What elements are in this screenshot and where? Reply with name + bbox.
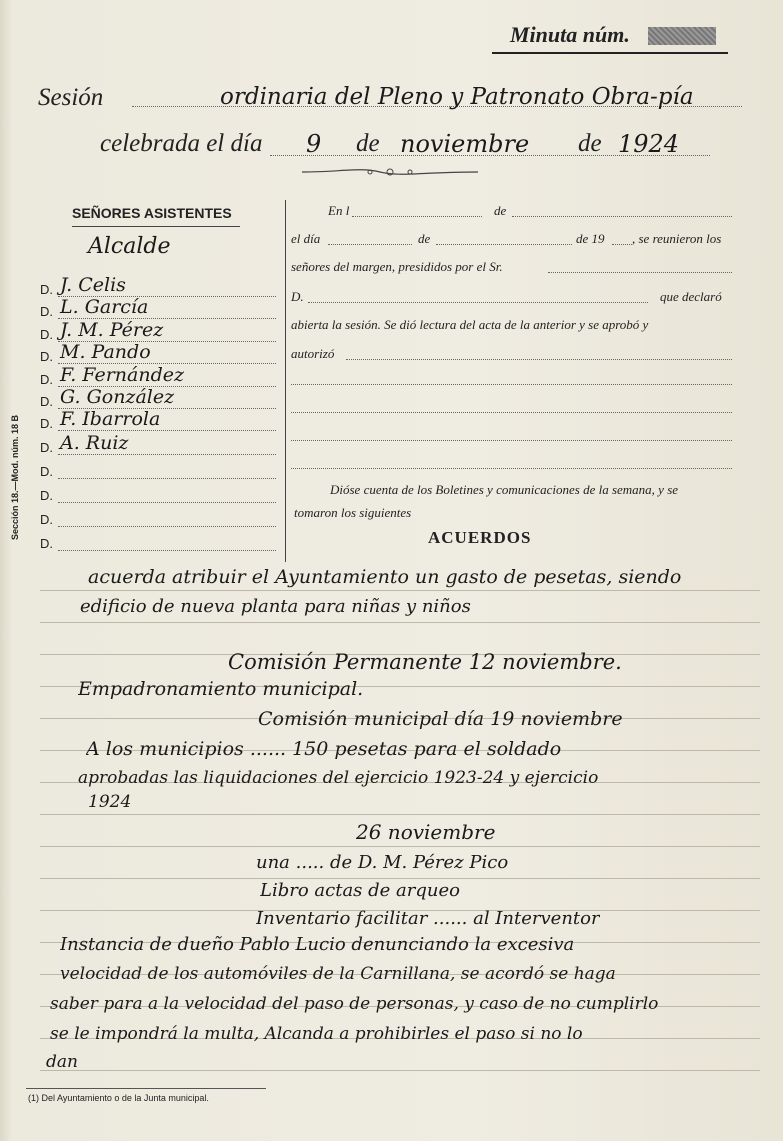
form-d-label: D. [291, 289, 304, 304]
form-de-19: de 19 [576, 231, 605, 246]
form-blank-line-4 [291, 468, 732, 469]
asistente-nombre: F. Ibarrola [60, 408, 161, 430]
asistente-dotline [58, 502, 276, 503]
asistente-dotline [58, 526, 276, 527]
form-blank-line-3 [291, 440, 732, 441]
asistente-nombre: G. González [60, 386, 175, 408]
asistente-prefix: D. [40, 536, 53, 551]
ruled-line [40, 878, 760, 879]
form-dia-dotline [328, 244, 412, 245]
asistente-nombre: J. Celis [60, 274, 126, 296]
acuerdo-entry: Libro actas de arqueo [260, 880, 460, 901]
asistente-prefix: D. [40, 372, 53, 387]
asistente-dotline [58, 454, 276, 455]
ruled-line [40, 846, 760, 847]
acuerdo-entry: aprobadas las liquidaciones del ejercicio 1923-24 y ejercicio [78, 768, 599, 788]
footnote: (1) Del Ayuntamiento o de la Junta municipal. [28, 1093, 209, 1103]
ruled-line [40, 622, 760, 623]
asistente-dotline [58, 550, 276, 551]
form-de-a: de [418, 231, 431, 246]
form-blank-line-2 [291, 412, 732, 413]
asistente-nombre: J. M. Pérez [60, 319, 164, 341]
asistente-dotline [58, 430, 276, 431]
form-en-dotline [352, 216, 482, 217]
ruled-line [40, 590, 760, 591]
acuerdo-entry: Empadronamiento municipal. [78, 678, 364, 700]
asistente-nombre: M. Pando [60, 341, 151, 363]
sesion-label: Sesión [38, 84, 104, 111]
fecha-de-1: de [356, 130, 380, 157]
form-en-label: En l [328, 203, 350, 218]
asistente-prefix: D. [40, 416, 53, 431]
minuta-header-rule [492, 52, 728, 54]
form-de-label: de [494, 203, 507, 218]
acuerdo-entry: una ..... de D. M. Pérez Pico [256, 852, 509, 873]
asistente-prefix: D. [40, 440, 53, 455]
form-autorizo-dotline [346, 359, 732, 360]
asistente-nombre: F. Fernández [60, 364, 184, 386]
footnote-rule [26, 1088, 266, 1089]
asistente-prefix: D. [40, 282, 53, 297]
fecha-dia: 9 [306, 130, 322, 158]
asistente-dotline [58, 478, 276, 479]
asistente-prefix: D. [40, 512, 53, 527]
alcalde-label: Alcalde [88, 234, 171, 259]
form-mes-dotline [436, 244, 572, 245]
acuerdo-entry: saber para a la velocidad del paso de personas, y caso de no cumplirlo [50, 994, 659, 1014]
ruled-line [40, 1070, 760, 1071]
form-blank-line-1 [291, 384, 732, 385]
column-divider [285, 200, 286, 562]
form-abierta: abierta la sesión. Se dió lectura del acta de la anterior y se aprobó y [291, 317, 649, 332]
celebrada-label: celebrada el día [100, 130, 263, 157]
form-tomaron: tomaron los siguientes [294, 505, 412, 520]
form-autorizo: autorizó [291, 346, 335, 361]
fecha-de-2: de [578, 130, 602, 157]
ornament-divider [300, 165, 480, 179]
minuta-number-box [648, 27, 716, 45]
acuerdo-entry: velocidad de los automóviles de la Carnillana, se acordó se haga [60, 964, 616, 984]
asistente-prefix: D. [40, 349, 53, 364]
form-anio-dotline [612, 244, 632, 245]
acuerdo-entry: dan [46, 1052, 78, 1072]
asistente-prefix: D. [40, 488, 53, 503]
form-senores-dotline [548, 272, 732, 273]
acuerdo-entry: Instancia de dueño Pablo Lucio denunciando la excesiva [60, 934, 575, 955]
form-reunieron: , se reunieron los [632, 231, 722, 246]
asistente-nombre: L. García [60, 296, 149, 318]
fecha-mes: noviembre [400, 130, 530, 158]
form-que-declaro: que declaró [660, 289, 722, 304]
acuerdo-entry: se le impondrá la multa, Alcanda a prohibirles el paso si no lo [50, 1024, 583, 1044]
form-el-dia: el día [291, 231, 321, 246]
acuerdo-entry: 1924 [88, 792, 132, 812]
asistentes-heading: SEÑORES ASISTENTES [72, 205, 232, 221]
acuerdo-entry: edificio de nueva planta para niñas y niños [80, 596, 471, 617]
acuerdo-entry: 26 noviembre [356, 820, 496, 844]
asistente-nombre: A. Ruiz [60, 432, 129, 454]
sesion-tipo: ordinaria del Pleno y Patronato Obra-pía [220, 84, 694, 110]
acuerdo-entry: acuerda atribuir el Ayuntamiento un gasto de pesetas, siendo [88, 566, 682, 588]
asistentes-heading-rule [72, 226, 240, 227]
form-senores: señores del margen, presididos por el Sr. [291, 259, 503, 274]
form-diose: Dióse cuenta de los Boletines y comunicaciones de la semana, y se [330, 482, 679, 497]
asistente-prefix: D. [40, 464, 53, 479]
minuta-label: Minuta núm. [510, 22, 630, 47]
side-print-text: Sección 18.—Mod. núm. 18 B [10, 414, 20, 540]
acuerdos-heading: ACUERDOS [428, 528, 532, 547]
acuerdo-entry: A los municipios ...... 150 pesetas para el soldado [86, 738, 562, 760]
acuerdo-entry: Comisión Permanente 12 noviembre. [228, 650, 622, 674]
asistente-prefix: D. [40, 394, 53, 409]
form-d-dotline [308, 302, 648, 303]
acuerdo-entry: Inventario facilitar ...... al Interventor [256, 908, 600, 929]
acuerdo-entry: Comisión municipal día 19 noviembre [258, 708, 623, 730]
ruled-line [40, 814, 760, 815]
form-de-dotline [512, 216, 732, 217]
asistente-prefix: D. [40, 304, 53, 319]
fecha-anio: 1924 [618, 130, 680, 158]
asistente-prefix: D. [40, 327, 53, 342]
